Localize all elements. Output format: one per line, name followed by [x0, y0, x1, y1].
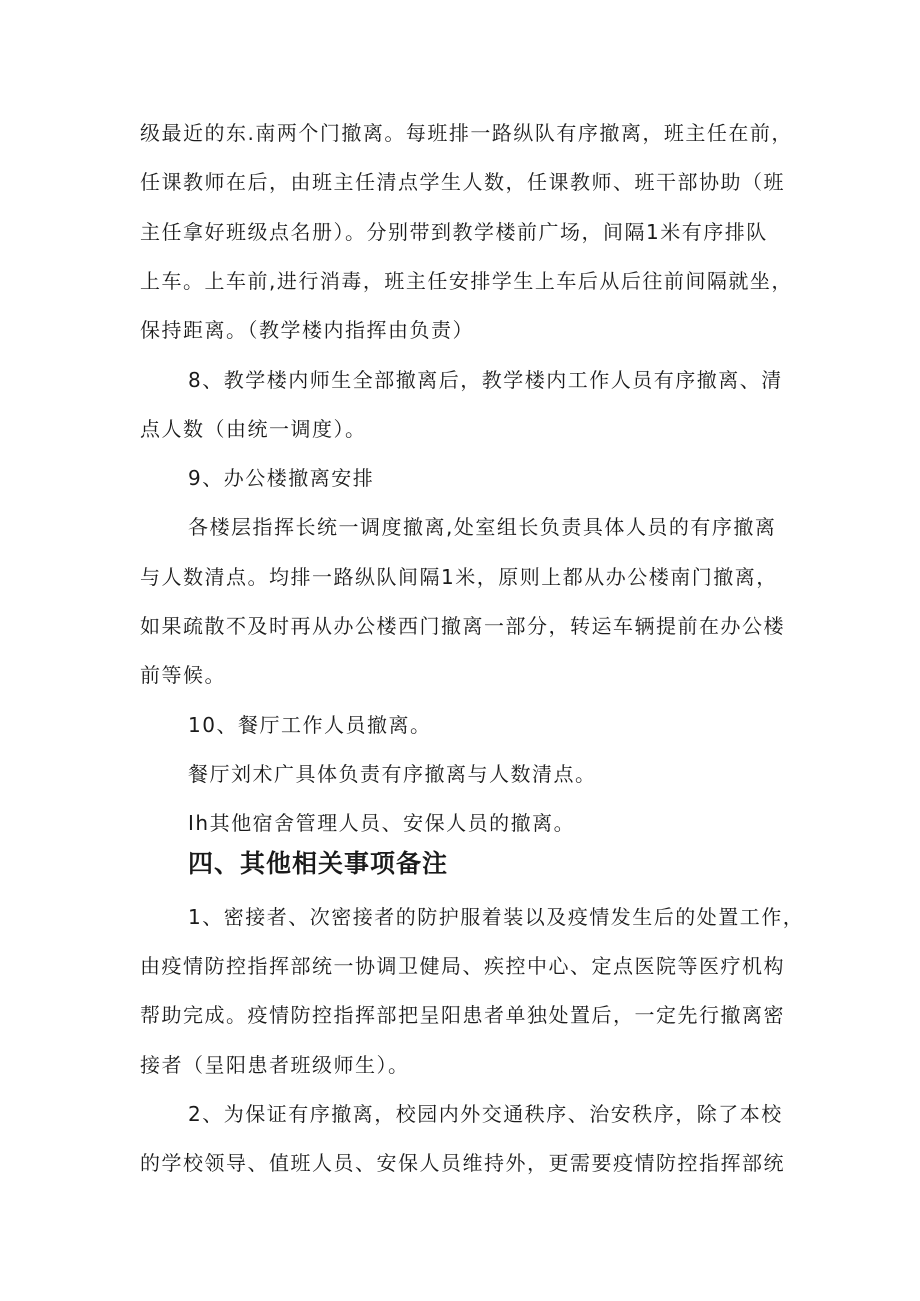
paragraph-note-2: 2、为保证有序撤离，校园内外交通秩序、治安秩序，除了本校: [188, 1102, 783, 1126]
text-line: 上车。上车前,进行消毒，班主任安排学生上车后从后往前间隔就坐，: [140, 269, 793, 293]
text-line: 帮助完成。疫情防控指挥部把呈阳患者单独处置后，一定先行撤离密: [140, 1003, 785, 1027]
section-heading: 四、其他相关事项备注: [188, 849, 449, 878]
paragraph-item-11: Ih其他宿舍管理人员、安保人员的撤离。: [188, 811, 576, 835]
paragraph-canteen: 餐厅刘术广具体负责有序撤离与人数清点。: [188, 762, 597, 786]
paragraph-item-8: 8、教学楼内师生全部撤离后，教学楼内工作人员有序撤离、清: [188, 368, 783, 392]
paragraph-item-9: 9、办公楼撤离安排: [188, 466, 375, 490]
paragraph-note-1: 1、密接者、次密接者的防护服着装以及疫情发生后的处置工作，: [188, 905, 805, 929]
text-line: 由疫情防控指挥部统一协调卫健局、疾控中心、定点医院等医疗机构: [140, 954, 785, 978]
text-line: 前等候。: [140, 663, 226, 687]
text-line: 的学校领导、值班人员、安保人员维持外，更需要疫情防控指挥部统: [140, 1151, 785, 1175]
text-line: 级最近的东.南两个门撤离。每班排一路纵队有序撤离，班主任在前，: [140, 121, 793, 145]
paragraph-item-10: 10、餐厅工作人员撤离。: [188, 713, 432, 737]
text-line: 主任拿好班级点名册）。分别带到教学楼前广场，间隔1米有序排队: [140, 220, 768, 244]
text-line: 点人数（由统一调度）。: [140, 417, 367, 441]
text-line: 保持距离。（教学楼内指挥由负责）: [140, 318, 474, 342]
text-line: 任课教师在后，由班主任清点学生人数，任课教师、班干部协助（班: [140, 170, 785, 194]
text-line: 如果疏散不及时再从办公楼西门撤离一部分，转运车辆提前在办公楼: [140, 614, 785, 638]
text-line: 接者（呈阳患者班级师生）。: [140, 1053, 410, 1077]
text-line: 与人数清点。均排一路纵队间隔1米，原则上都从办公楼南门撤离，: [140, 565, 778, 589]
paragraph-office-building: 各楼层指挥长统一调度撤离,处室组长负责具体人员的有序撤离: [188, 515, 777, 539]
